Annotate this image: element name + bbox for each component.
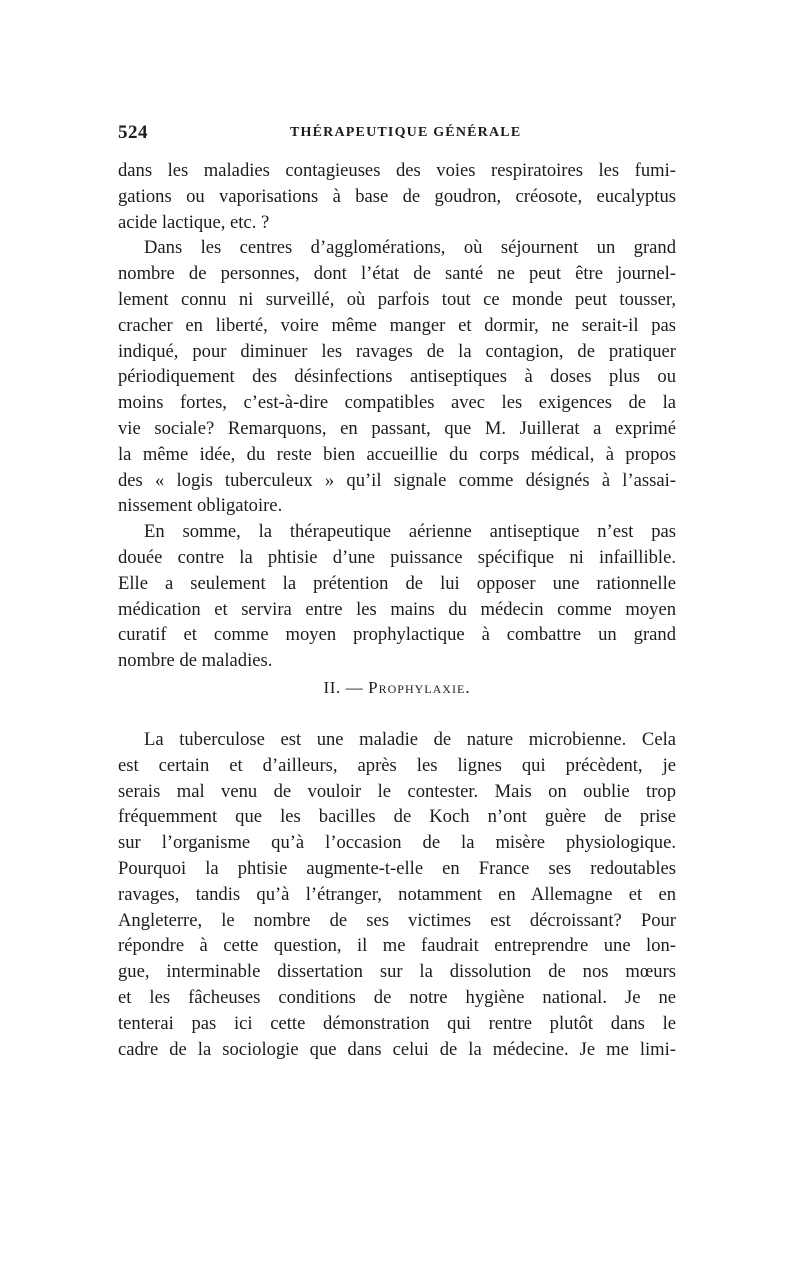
page-number: 524: [118, 122, 148, 143]
text-line: Angleterre, le nombre de ses victimes est décroissant? Pour: [118, 909, 676, 931]
text-line: cadre de la sociologie que dans celui de la médecine. Je me limi-: [118, 1038, 676, 1060]
text-line: gue, interminable dissertation sur la dissolution de nos mœurs: [118, 961, 676, 983]
text-line: des « logis tuberculeux » qu’il signale comme désignés à l’assai-: [118, 469, 676, 491]
text-line: nombre de personnes, dont l’état de santé ne peut être journel-: [118, 263, 676, 285]
body-text-section-1: [118, 158, 676, 674]
section-numeral: II. —: [323, 678, 364, 697]
text-line: nissement obligatoire.: [118, 495, 283, 517]
text-line: nombre de maladies.: [118, 650, 273, 672]
text-line: serais mal venu de vouloir le contester. Mais on oublie trop: [118, 780, 676, 802]
text-line: et les fâcheuses conditions de notre hygiène national. Je ne: [118, 986, 676, 1008]
text-line: acide lactique, etc. ?: [118, 211, 270, 233]
text-line: indiqué, pour diminuer les ravages de la contagion, de pratiquer: [118, 340, 676, 362]
text-line: douée contre la phtisie d’une puissance spécifique ni infaillible.: [118, 546, 676, 568]
text-line: gations ou vaporisations à base de goudron, créosote, eucalyptus: [118, 185, 676, 207]
running-title: THÉRAPEUTIQUE GÉNÉRALE: [290, 125, 522, 140]
text-line: La tuberculose est une maladie de nature microbienne. Cela: [144, 729, 676, 750]
text-line: En somme, la thérapeutique aérienne antiseptique n’est pas: [144, 521, 676, 543]
text-line: vie sociale? Remarquons, en passant, que M. Juillerat a exprimé: [118, 417, 676, 439]
text-line: médication et servira entre les mains du médecin comme moyen: [118, 598, 676, 620]
text-line: périodiquement des désinfections antiseptiques à doses plus ou: [118, 366, 676, 388]
text-line: cracher en liberté, voire même manger et dormir, ne serait-il pas: [118, 314, 676, 336]
text-line: ravages, tandis qu’à l’étranger, notamment en Allemagne et en: [118, 883, 676, 905]
text-line: répondre à cette question, il me faudrait entreprendre une lon-: [118, 935, 676, 957]
text-line: curatif et comme moyen prophylactique à combattre un grand: [118, 624, 676, 646]
text-line: dans les maladies contagieuses des voies respiratoires les fumi-: [118, 160, 676, 181]
running-head: [118, 122, 676, 146]
text-line: moins fortes, c’est-à-dire compatibles avec les exigences de la: [118, 392, 676, 414]
section-title: Prophylaxie.: [368, 678, 471, 697]
text-line: sur l’organisme qu’à l’occasion de la misère physiologique.: [118, 832, 676, 854]
text-line: fréquemment que les bacilles de Koch n’ont guère de prise: [118, 806, 676, 828]
text-line: lement connu ni surveillé, où parfois tout ce monde peut tousser,: [118, 288, 676, 310]
section-heading: [118, 678, 676, 698]
text-line: Dans les centres d’agglomérations, où séjournent un grand: [144, 237, 676, 259]
text-line: Elle a seulement la prétention de lui opposer une rationnelle: [118, 572, 676, 594]
text-line: la même idée, du reste bien accueillie du corps médical, à propos: [118, 443, 676, 465]
text-line: est certain et d’ailleurs, après les lignes qui précèdent, je: [118, 754, 676, 776]
body-text-section-2: [118, 727, 676, 1062]
text-line: tenterai pas ici cette démonstration qui rentre plutôt dans le: [118, 1012, 676, 1034]
text-line: Pourquoi la phtisie augmente-t-elle en France ses redoutables: [118, 857, 676, 879]
